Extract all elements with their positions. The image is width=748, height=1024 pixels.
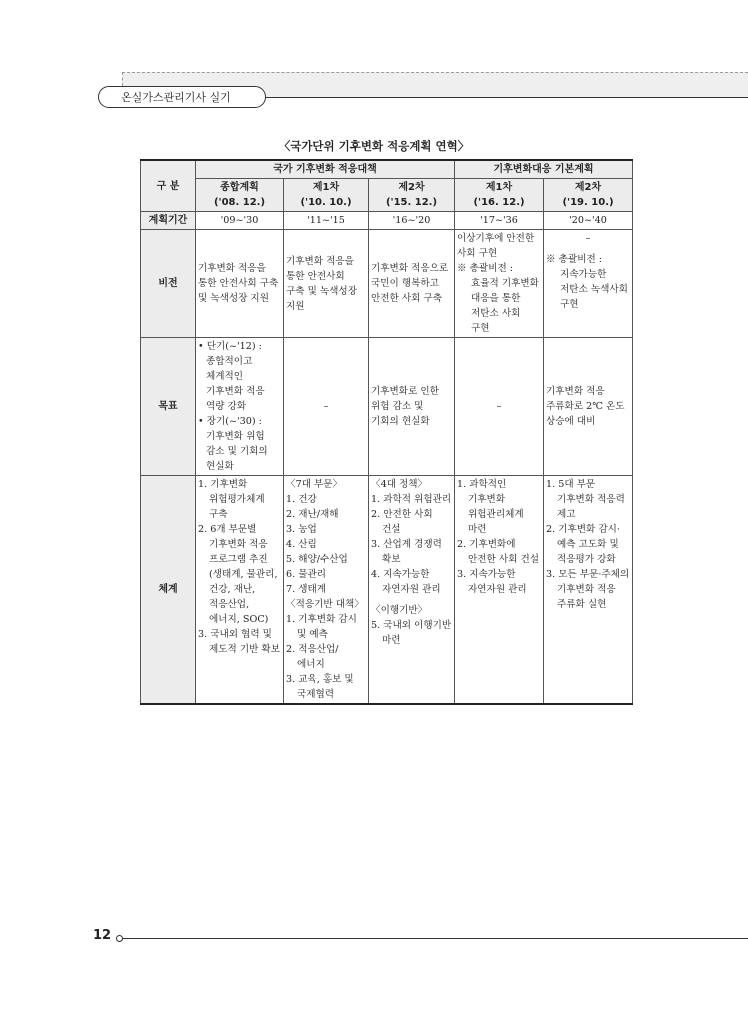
page-number: 12	[93, 928, 112, 943]
goal-cell: –	[284, 338, 369, 476]
vision-cell: 기후변화 적응으로 국민이 행복하고 안전한 사회 구축	[369, 230, 455, 338]
system-cell: 1. 기후변화 위험평가체계 구축 2. 6개 부문별 기후변화 적응 프로그램 추진(생태계, 물관리, 건강, 재난, 적응산업, 에너지, SOC) 3. 국내외 협력 및 제도적 기반 확보	[196, 476, 284, 705]
period-cell: '20~'40	[544, 212, 633, 230]
row-label-vision: 비전	[141, 230, 196, 338]
goal-row	[141, 338, 633, 476]
row-label-period: 계획기간	[141, 212, 196, 230]
column-header: 제1차 ('10. 10.)	[284, 179, 369, 212]
row-label-goal: 목표	[141, 338, 196, 476]
vision-cell: 기후변화 적응을 통한 안전사회 구축 및 녹색성장 지원	[196, 230, 284, 338]
period-row	[141, 212, 633, 230]
header-row-1	[141, 160, 633, 179]
group-header-national: 국가 기후변화 적응대책	[196, 160, 455, 179]
system-cell: 1. 과학적인 기후변화 위험관리체계 마련 2. 기후변화에 안전한 사회 건설 3. 지속가능한 자연자원 관리	[455, 476, 544, 705]
goal-cell: 기후변화 적응 주류화로 2℃ 온도 상승에 대비	[544, 338, 633, 476]
period-cell: '11~'15	[284, 212, 369, 230]
vision-cell: 기후변화 적응을 통한 안전사회 구축 및 녹색성장 지원	[284, 230, 369, 338]
system-row	[141, 476, 633, 705]
vision-cell: 이상기후에 안전한 사회 구현 ※ 총괄비전 : 효율적 기후변화 대응을 통한 저탄소 사회 구현	[455, 230, 544, 338]
goal-cell: • 단기(~'12) : 종합적이고 체계적인 기후변화 적응 역량 강화 • 장기(~'30) : 기후변화 위험 감소 및 기회의 현실화	[196, 338, 284, 476]
system-cell: 〈7대 부문〉 1. 건강 2. 재난/재해 3. 농업 4. 산림 5. 해양/수산업 6. 물관리 7. 생태계 〈적응기반 대책〉 1. 기후변화 감시 및 예측 2. 적응산업/에너지 3. 교육, 홍보 및 국제협력	[284, 476, 369, 705]
period-cell: '16~'20	[369, 212, 455, 230]
corner-cell: 구 분	[141, 160, 196, 212]
column-header: 제2차 ('15. 12.)	[369, 179, 455, 212]
header-rule	[266, 97, 748, 98]
row-label-system: 체계	[141, 476, 196, 705]
adaptation-plan-table	[140, 159, 633, 705]
footer-circle-icon	[116, 935, 123, 942]
group-header-basic-plan: 기후변화대응 기본계획	[455, 160, 633, 179]
goal-cell: –	[455, 338, 544, 476]
system-cell: 〈4대 정책〉 1. 과학적 위험관리 2. 안전한 사회 건설 3. 산업계 경쟁력 확보 4. 지속가능한 자연자원 관리 〈이행기반〉 5. 국내외 이행기반 마련	[369, 476, 455, 705]
column-header: 제1차 ('16. 12.)	[455, 179, 544, 212]
running-header-title: 온실가스관리기사 실기	[98, 86, 266, 108]
column-header: 종합계획 ('08. 12.)	[196, 179, 284, 212]
vision-cell: – ※ 총괄비전 : 지속가능한 저탄소 녹색사회 구현	[544, 230, 633, 338]
period-cell: '09~'30	[196, 212, 284, 230]
system-cell: 1. 5대 부문 기후변화 적응력 제고 2. 기후변화 감시·예측 고도화 및 적응평가 강화 3. 모든 부문·주체의 기후변화 적응 주류화 실현	[544, 476, 633, 705]
vision-row	[141, 230, 633, 338]
column-header: 제2차 ('19. 10.)	[544, 179, 633, 212]
period-cell: '17~'36	[455, 212, 544, 230]
footer-rule	[123, 938, 748, 939]
table-caption: 〈국가단위 기후변화 적응계획 연혁〉	[278, 139, 470, 153]
goal-cell: 기후변화로 인한 위험 감소 및 기회의 현실화	[369, 338, 455, 476]
header-row-2	[141, 179, 633, 212]
